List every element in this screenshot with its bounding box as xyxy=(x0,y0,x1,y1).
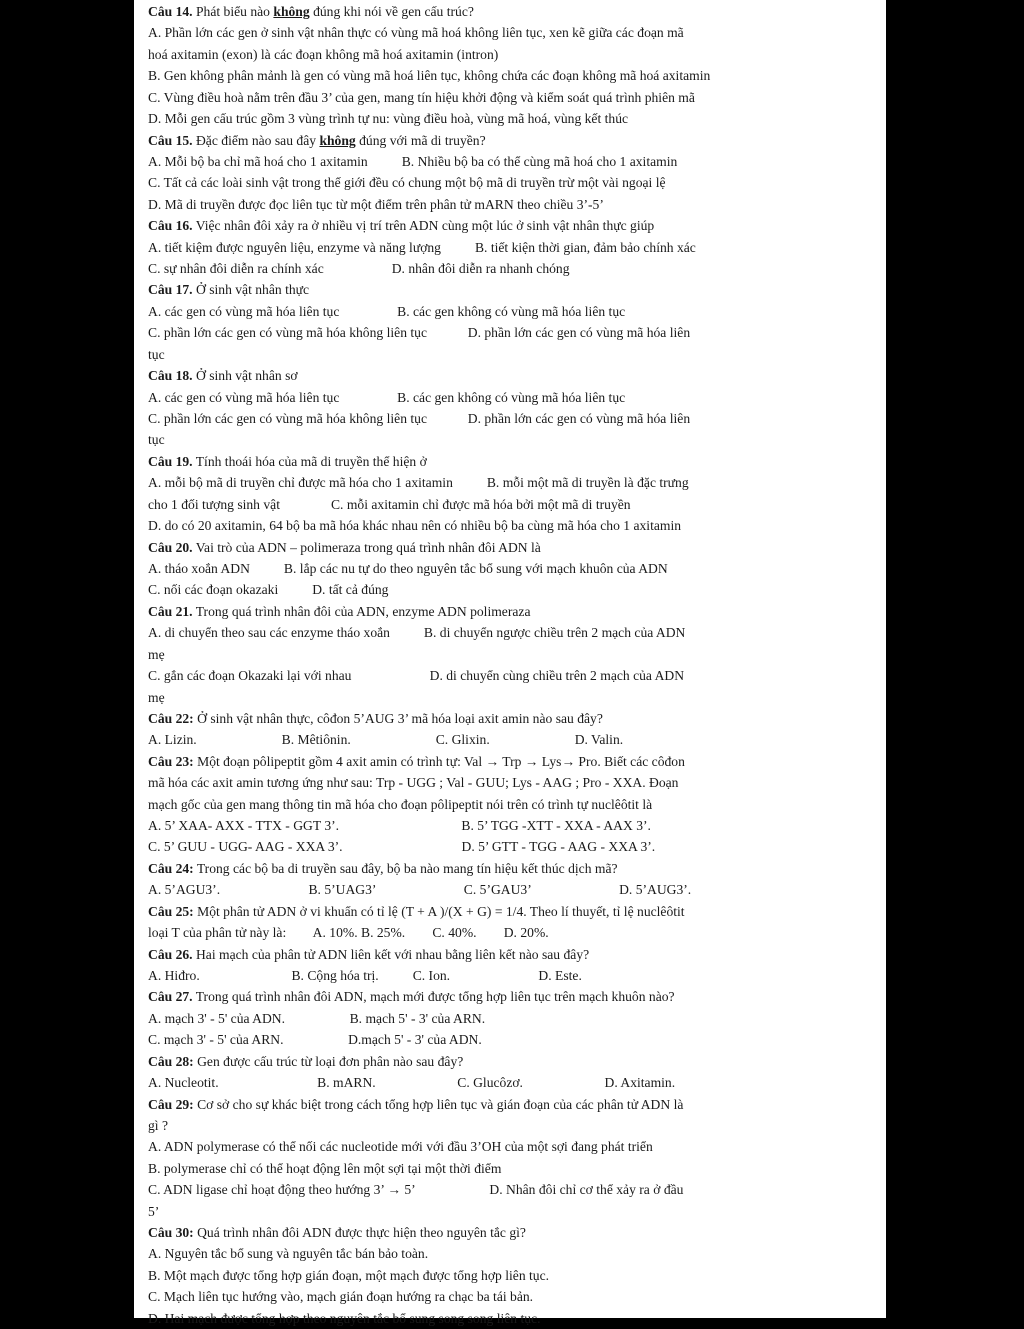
answer-line: 5’ xyxy=(148,1203,160,1219)
answer-line: C. phần lớn các gen có vùng mã hóa không liên tục D. phần lớn các gen có vùng mã hóa liên xyxy=(148,325,691,341)
answer-line: A. Lizin. B. Mêtiônin. C. Glixin. D. Valin. xyxy=(148,732,624,748)
answer-line: C. Tất cả các loài sinh vật trong thế giới đều có chung một bộ mã di truyền trừ một vài ngoại lệ xyxy=(148,175,666,191)
question-title: Câu 20. Vai trò của ADN – polimeraza trong quá trình nhân đôi ADN là xyxy=(148,539,541,555)
answer-line: A. 5’AGU3’. B. 5’UAG3’ C. 5’GAU3’ D. 5’AUG3’. xyxy=(148,882,692,898)
answer-line: A. Nguyên tắc bổ sung và nguyên tắc bán bảo toàn. xyxy=(148,1246,429,1262)
document-page xyxy=(134,0,886,1326)
answer-line: A. các gen có vùng mã hóa liên tục B. các gen không có vùng mã hóa liên tục xyxy=(148,389,626,405)
answer-line: C. mạch 3' - 5' của ARN. D.mạch 5' - 3' của ADN. xyxy=(148,1032,482,1048)
question-title: Câu 23: Một đoạn pôlipeptit gồm 4 axit amin có trình tự: Val → Trp → Lys→ Pro. Biết các côđon xyxy=(148,753,685,769)
answer-line: A. Hiđro. B. Cộng hóa trị. C. Ion. D. Este. xyxy=(148,967,582,983)
answer-line: cho 1 đối tượng sinh vật C. mỗi axitamin chỉ được mã hóa bởi một mã di truyền xyxy=(148,496,631,512)
question-title: Câu 15. Đặc điểm nào sau đây không đúng với mã di truyền? xyxy=(148,132,486,148)
answer-line: A. Nucleotit. B. mARN. C. Glucôzơ. D. Axitamin. xyxy=(148,1075,676,1091)
answer-line: B. Gen không phân mảnh là gen có vùng mã hoá liên tục, không chứa các đoạn không mã hoá axitamin xyxy=(148,68,711,84)
answer-line: C. gắn các đoạn Okazaki lại với nhau D. di chuyển cùng chiều trên 2 mạch của ADN xyxy=(148,668,685,684)
question-title: Câu 14. Phát biểu nào không đúng khi nói về gen cấu trúc? xyxy=(148,4,474,19)
question-title: Câu 29: Cơ sở cho sự khác biệt trong cách tổng hợp liên tục và gián đoạn của các phân tử ADN là xyxy=(148,1096,684,1112)
answer-line: A. ADN polymerase có thể nối các nucleotide mới với đầu 3’OH của một sợi đang phát triển xyxy=(148,1139,653,1155)
answer-line: gì ? xyxy=(148,1117,169,1133)
answer-line: mạch gốc của gen mang thông tin mã hóa cho đoạn pôlipeptit nói trên có trình tự nuclêôtit là xyxy=(148,796,653,812)
question-title: Câu 18. Ở sinh vật nhân sơ xyxy=(148,368,298,384)
answer-line: C. Vùng điều hoà nằm trên đầu 3’ của gen, mang tín hiệu khởi động và kiểm soát quá trình phiên mã xyxy=(148,89,695,105)
answer-line: tục xyxy=(148,346,165,362)
exam-questions xyxy=(148,1,868,1329)
answer-line: A. di chuyển theo sau các enzyme tháo xoắn B. di chuyển ngược chiều trên 2 mạch của ADN xyxy=(148,625,686,641)
answer-line: A. mỗi bộ mã di truyền chỉ được mã hóa cho 1 axitamin B. mỗi một mã di truyền là đặc trưng xyxy=(148,475,689,491)
question-title: Câu 16. Việc nhân đôi xảy ra ở nhiều vị trí trên ADN cùng một lúc ở sinh vật nhân thực giúp xyxy=(148,218,655,234)
answer-line: hoá axitamin (exon) là các đoạn không mã hoá axitamin (intron) xyxy=(148,46,499,62)
answer-line: A. Mỗi bộ ba chỉ mã hoá cho 1 axitamin B. Nhiều bộ ba có thể cùng mã hoá cho 1 axitamin xyxy=(148,153,678,169)
question-title: Câu 26. Hai mạch của phân tử ADN liên kết với nhau bằng liên kết nào sau đây? xyxy=(148,946,590,962)
answer-line: B. polymerase chỉ có thể hoạt động lên một sợi tại một thời điểm xyxy=(148,1160,502,1176)
answer-line: A. 5’ XAA- AXX - TTX - GGT 3’. B. 5’ TGG -XTT - XXA - AAX 3’. xyxy=(148,818,651,834)
answer-line: tục xyxy=(148,432,165,448)
question-title: Câu 22: Ở sinh vật nhân thực, côđon 5’AUG 3’ mã hóa loại axit amin nào sau đây? xyxy=(148,710,603,726)
answer-line: C. nối các đoạn okazaki D. tất cả đúng xyxy=(148,582,389,598)
answer-line: A. tiết kiệm được nguyên liệu, enzyme và năng lượng B. tiết kiện thời gian, đảm bảo chính xác xyxy=(148,239,696,255)
answer-line: mẹ xyxy=(148,646,165,662)
answer-line: mã hóa các axit amin tương ứng như sau: Trp - UGG ; Val - GUU; Lys - AAG ; Pro - XXA. Đoạn xyxy=(148,775,679,791)
answer-line: D. Hai mạch được tổng hợp theo nguyên tắc bổ sung song song liên tục. xyxy=(148,1310,541,1326)
answer-line: D. Mỗi gen cấu trúc gồm 3 vùng trình tự nu: vùng điều hoà, vùng mã hoá, vùng kết thúc xyxy=(148,111,629,127)
answer-line: loại T của phân tử này là: A. 10%. B. 25%. C. 40%. D. 20%. xyxy=(148,925,549,941)
answer-line: A. tháo xoắn ADN B. lắp các nu tự do theo nguyên tắc bổ sung với mạch khuôn của ADN xyxy=(148,560,668,576)
question-title: Câu 19. Tính thoái hóa của mã di truyền thể hiện ở xyxy=(148,453,427,469)
answer-line: C. phần lớn các gen có vùng mã hóa không liên tục D. phần lớn các gen có vùng mã hóa liên xyxy=(148,411,691,427)
answer-line: D. do có 20 axitamin, 64 bộ ba mã hóa khác nhau nên có nhiều bộ ba cùng mã hóa cho 1 axitamin xyxy=(148,518,682,534)
answer-line: mẹ xyxy=(148,689,165,705)
answer-line: B. Một mạch được tổng hợp gián đoạn, một mạch được tổng hợp liên tục. xyxy=(148,1267,550,1283)
question-title: Câu 25: Một phân tử ADN ở vi khuẩn có tỉ lệ (T + A )/(X + G) = 1/4. Theo lí thuyết, tỉ lệ nuclêôtit xyxy=(148,903,685,919)
question-title: Câu 17. Ở sinh vật nhân thực xyxy=(148,282,310,298)
question-title: Câu 21. Trong quá trình nhân đôi của ADN, enzyme ADN polimeraza xyxy=(148,603,531,619)
question-title: Câu 24: Trong các bộ ba di truyền sau đây, bộ ba nào mang tín hiệu kết thúc dịch mã? xyxy=(148,860,618,876)
answer-line: A. mạch 3' - 5' của ADN. B. mạch 5' - 3' của ARN. xyxy=(148,1010,486,1026)
question-title: Câu 27. Trong quá trình nhân đôi ADN, mạch mới được tổng hợp liên tục trên mạch khuôn nào? xyxy=(148,989,675,1005)
question-title: Câu 30: Quá trình nhân đôi ADN được thực hiện theo nguyên tắc gì? xyxy=(148,1225,526,1241)
answer-line: C. sự nhân đôi diễn ra chính xác D. nhân đôi diễn ra nhanh chóng xyxy=(148,261,570,277)
answer-line: A. các gen có vùng mã hóa liên tục B. các gen không có vùng mã hóa liên tục xyxy=(148,303,626,319)
answer-line: C. Mạch liên tục hướng vào, mạch gián đoạn hướng ra chạc ba tái bản. xyxy=(148,1289,534,1305)
answer-line: C. ADN ligase chỉ hoạt động theo hướng 3’ → 5’ D. Nhân đôi chỉ cơ thể xảy ra ở đầu xyxy=(148,1182,684,1198)
answer-line: A. Phần lớn các gen ở sinh vật nhân thực có vùng mã hoá không liên tục, xen kẽ giữa các đoạn mã xyxy=(148,25,684,41)
answer-line: C. 5’ GUU - UGG- AAG - XXA 3’. D. 5’ GTT - TGG - AAG - XXA 3’. xyxy=(148,839,656,855)
question-title: Câu 28: Gen được cấu trúc từ loại đơn phân nào sau đây? xyxy=(148,1053,464,1069)
answer-line: D. Mã di truyền được đọc liên tục từ một điểm trên phân tử mARN theo chiều 3’-5’ xyxy=(148,196,604,212)
